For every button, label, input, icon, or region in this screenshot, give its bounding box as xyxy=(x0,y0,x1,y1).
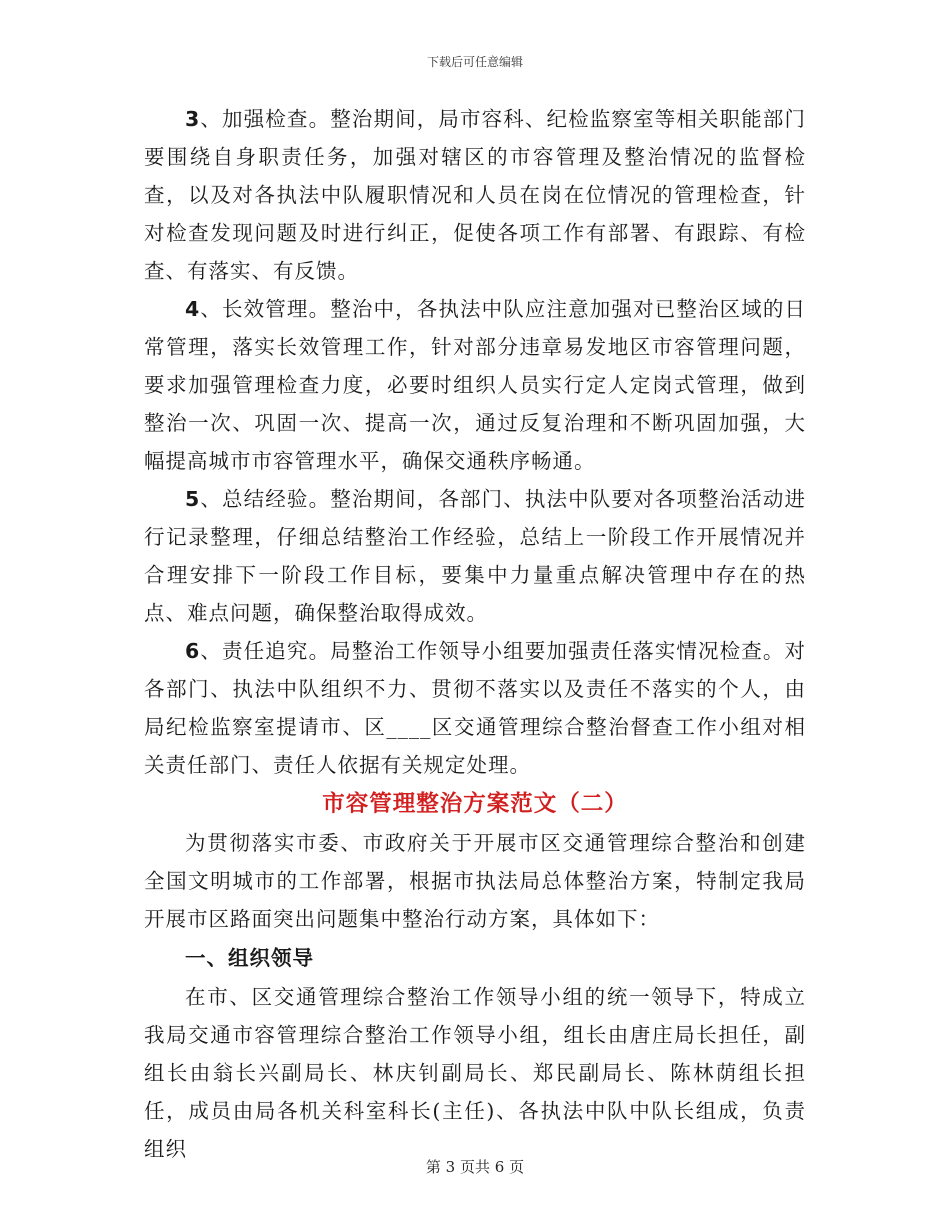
organization-paragraph: 在市、区交通管理综合整治工作领导小组的统一领导下，特成立我局交通市容管理综合整治工作领导小组，组长由唐庄局长担任，副组长由翁长兴副局长、林庆钊副局长、郑民副局长、陈林荫组长担任，成员由局各机关科室科长(主任)、各执法中队中队长组成，负责组织 xyxy=(144,985,806,1161)
item-number: 4 xyxy=(185,297,201,321)
paragraph-item-5 xyxy=(144,480,806,632)
document-body xyxy=(144,100,806,1168)
paragraph-text: 、长效管理。整治中，各执法中队应注意加强对已整治区域的日常管理，落实长效管理工作，针对部分违章易发地区市容管理问题，要求加强管理检查力度，必要时组织人员实行定人定岗式管理，做到整治一次、巩固一次、提高一次，通过反复治理和不断巩固加强，大幅提高城市市容管理水平，确保交通秩序畅通。 xyxy=(144,297,806,473)
section-title: 市容管理整治方案范文（二） xyxy=(322,791,628,817)
subheading-organization: 一、组织领导 xyxy=(185,946,314,970)
paragraph-item-3 xyxy=(144,100,806,290)
item-number: 5 xyxy=(185,487,201,511)
page-footer: 第 3 页共 6 页 xyxy=(425,1158,525,1176)
paragraph-item-6 xyxy=(144,632,806,784)
intro-paragraph: 为贯彻落实市委、市政府关于开展市区交通管理综合整治和创建全国文明城市的工作部署，根据市执法局总体整治方案，特制定我局开展市区路面突出问题集中整治行动方案，具体如下： xyxy=(144,831,806,931)
paragraph-text: 、责任追究。局整治工作领导小组要加强责任落实情况检查。对各部门、执法中队组织不力、贯彻不落实以及责任不落实的个人，由局纪检监察室提请市、区____区交通管理综合整治督查工作小组对相关责任部门、责任人依据有关规定处理。 xyxy=(144,639,806,777)
paragraph-text: 、加强检查。整治期间，局市容科、纪检监察室等相关职能部门要围绕自身职责任务，加强对辖区的市容管理及整治情况的监督检查，以及对各执法中队履职情况和人员在岗在位情况的管理检查，针对检查发现问题及时进行纠正，促使各项工作有部署、有跟踪、有检查、有落实、有反馈。 xyxy=(144,107,806,283)
page-header: 下载后可任意编辑 xyxy=(426,55,523,69)
item-number: 3 xyxy=(185,107,201,131)
paragraph-text: 、总结经验。整治期间，各部门、执法中队要对各项整治活动进行记录整理，仔细总结整治工作经验，总结上一阶段工作开展情况并合理安排下一阶段工作目标，要集中力量重点解决管理中存在的热点、难点问题，确保整治取得成效。 xyxy=(144,487,806,625)
item-number: 6 xyxy=(185,639,201,663)
paragraph-item-4 xyxy=(144,290,806,480)
